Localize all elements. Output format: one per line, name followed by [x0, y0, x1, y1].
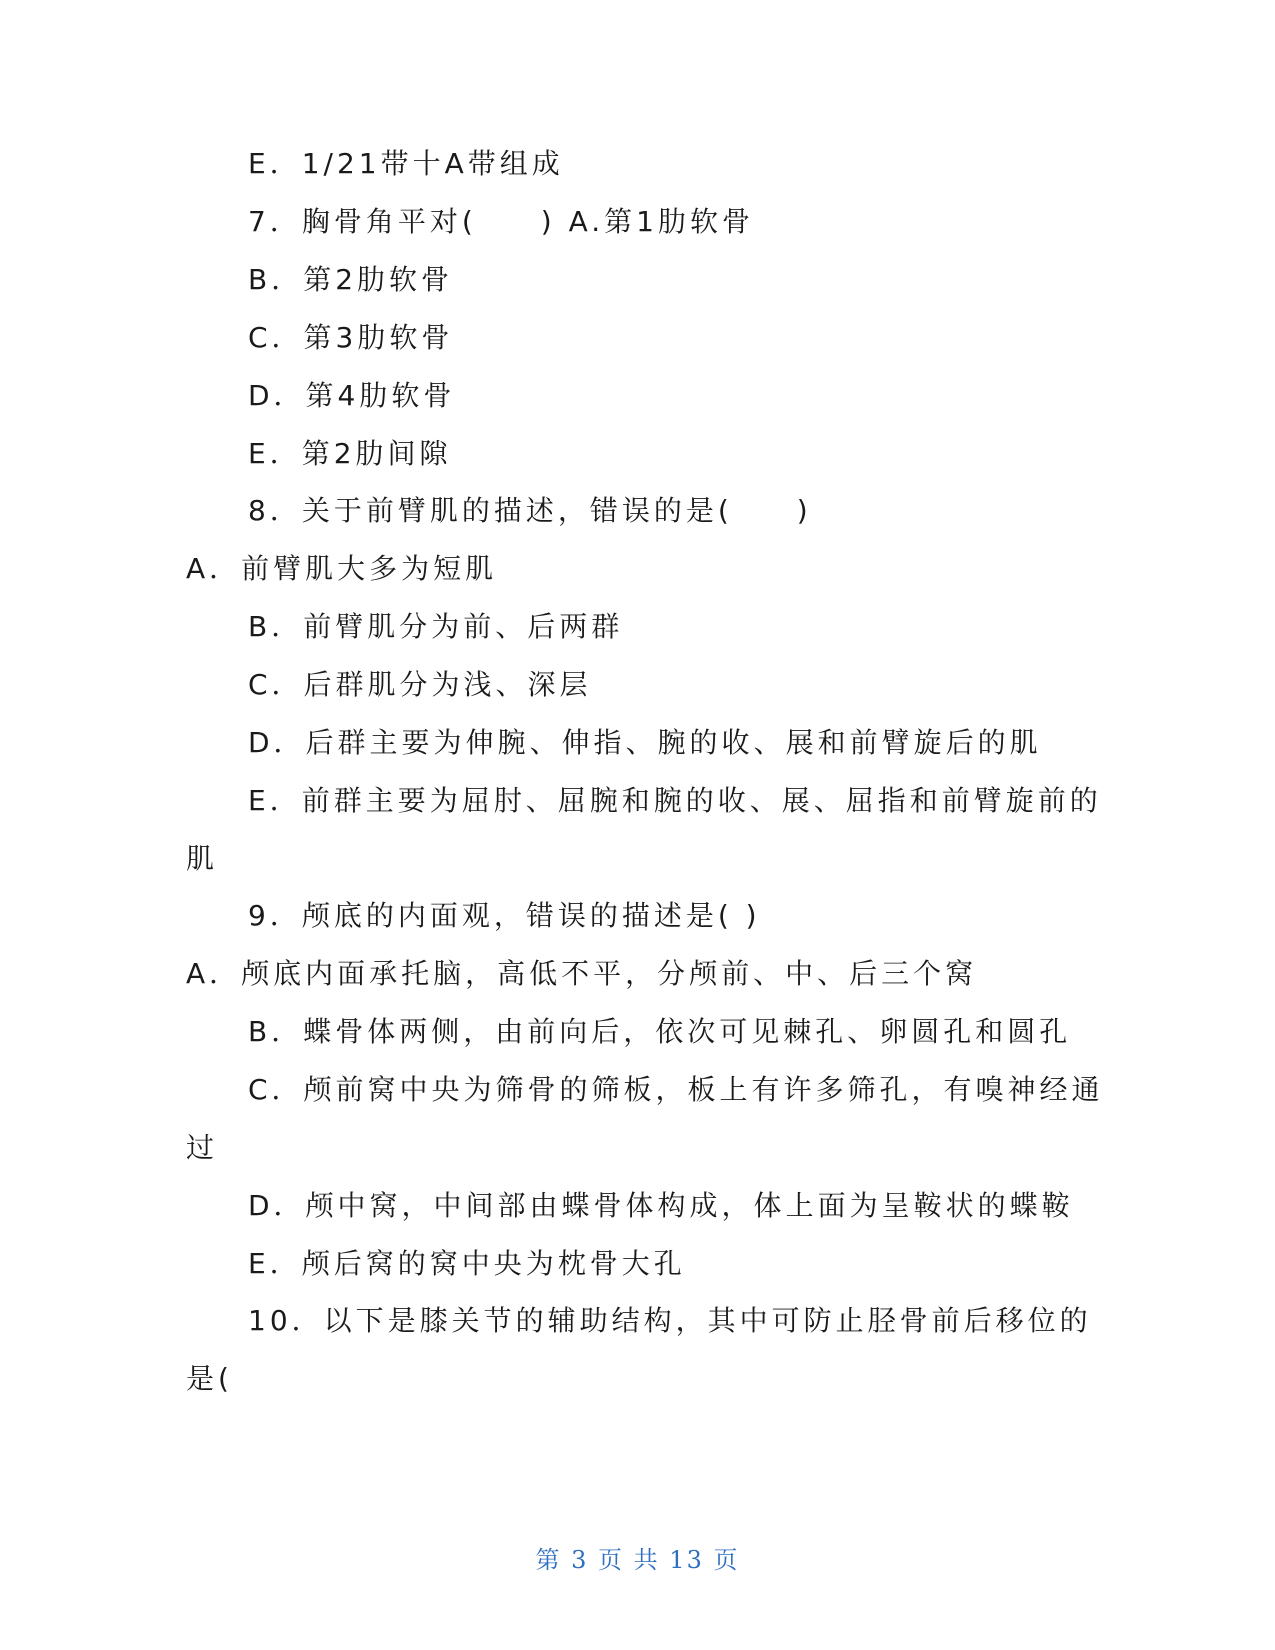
option-line: B．蝶骨体两侧，由前向后，依次可见棘孔、卵圆孔和圆孔 — [248, 1015, 1072, 1048]
option-line: A．前臂肌大多为短肌 — [186, 552, 498, 585]
question-line: 7．胸骨角平对( ) A.第1肋软骨 — [248, 205, 754, 238]
option-line: E．1/21带十A带组成 — [248, 147, 564, 180]
page-number-footer: 第 3 页 共 13 页 — [535, 1546, 740, 1574]
option-line: B．前臂肌分为前、后两群 — [248, 610, 624, 643]
option-line: A．颅底内面承托脑，高低不平，分颅前、中、后三个窝 — [186, 957, 978, 990]
option-line: E．第2肋间隙 — [248, 437, 452, 470]
question-line: 8．关于前臂肌的描述，错误的是( ) — [248, 494, 812, 527]
option-line: B．第2肋软骨 — [248, 263, 454, 296]
option-line: D．第4肋软骨 — [248, 379, 456, 412]
option-line: C．颅前窝中央为筛骨的筛板，板上有许多筛孔，有嗅神经通 — [248, 1073, 1104, 1106]
question-line: 9．颅底的内面观，错误的描述是( ) — [248, 899, 761, 932]
question-line-continued: 是( — [186, 1362, 233, 1395]
option-line: C．第3肋软骨 — [248, 321, 454, 354]
option-line: E．前群主要为屈肘、屈腕和腕的收、展、屈指和前臂旋前的 — [248, 784, 1102, 817]
option-line: D．后群主要为伸腕、伸指、腕的收、展和前臂旋后的肌 — [248, 726, 1042, 759]
option-line: E．颅后窝的窝中央为枕骨大孔 — [248, 1247, 686, 1280]
option-line: C．后群肌分为浅、深层 — [248, 668, 592, 701]
option-line: D．颅中窝，中间部由蝶骨体构成，体上面为呈鞍状的蝶鞍 — [248, 1189, 1074, 1222]
option-line-continued: 肌 — [186, 842, 219, 875]
option-line-continued: 过 — [186, 1131, 219, 1164]
question-line: 10．以下是膝关节的辅助结构，其中可防止胫骨前后移位的 — [248, 1304, 1092, 1337]
